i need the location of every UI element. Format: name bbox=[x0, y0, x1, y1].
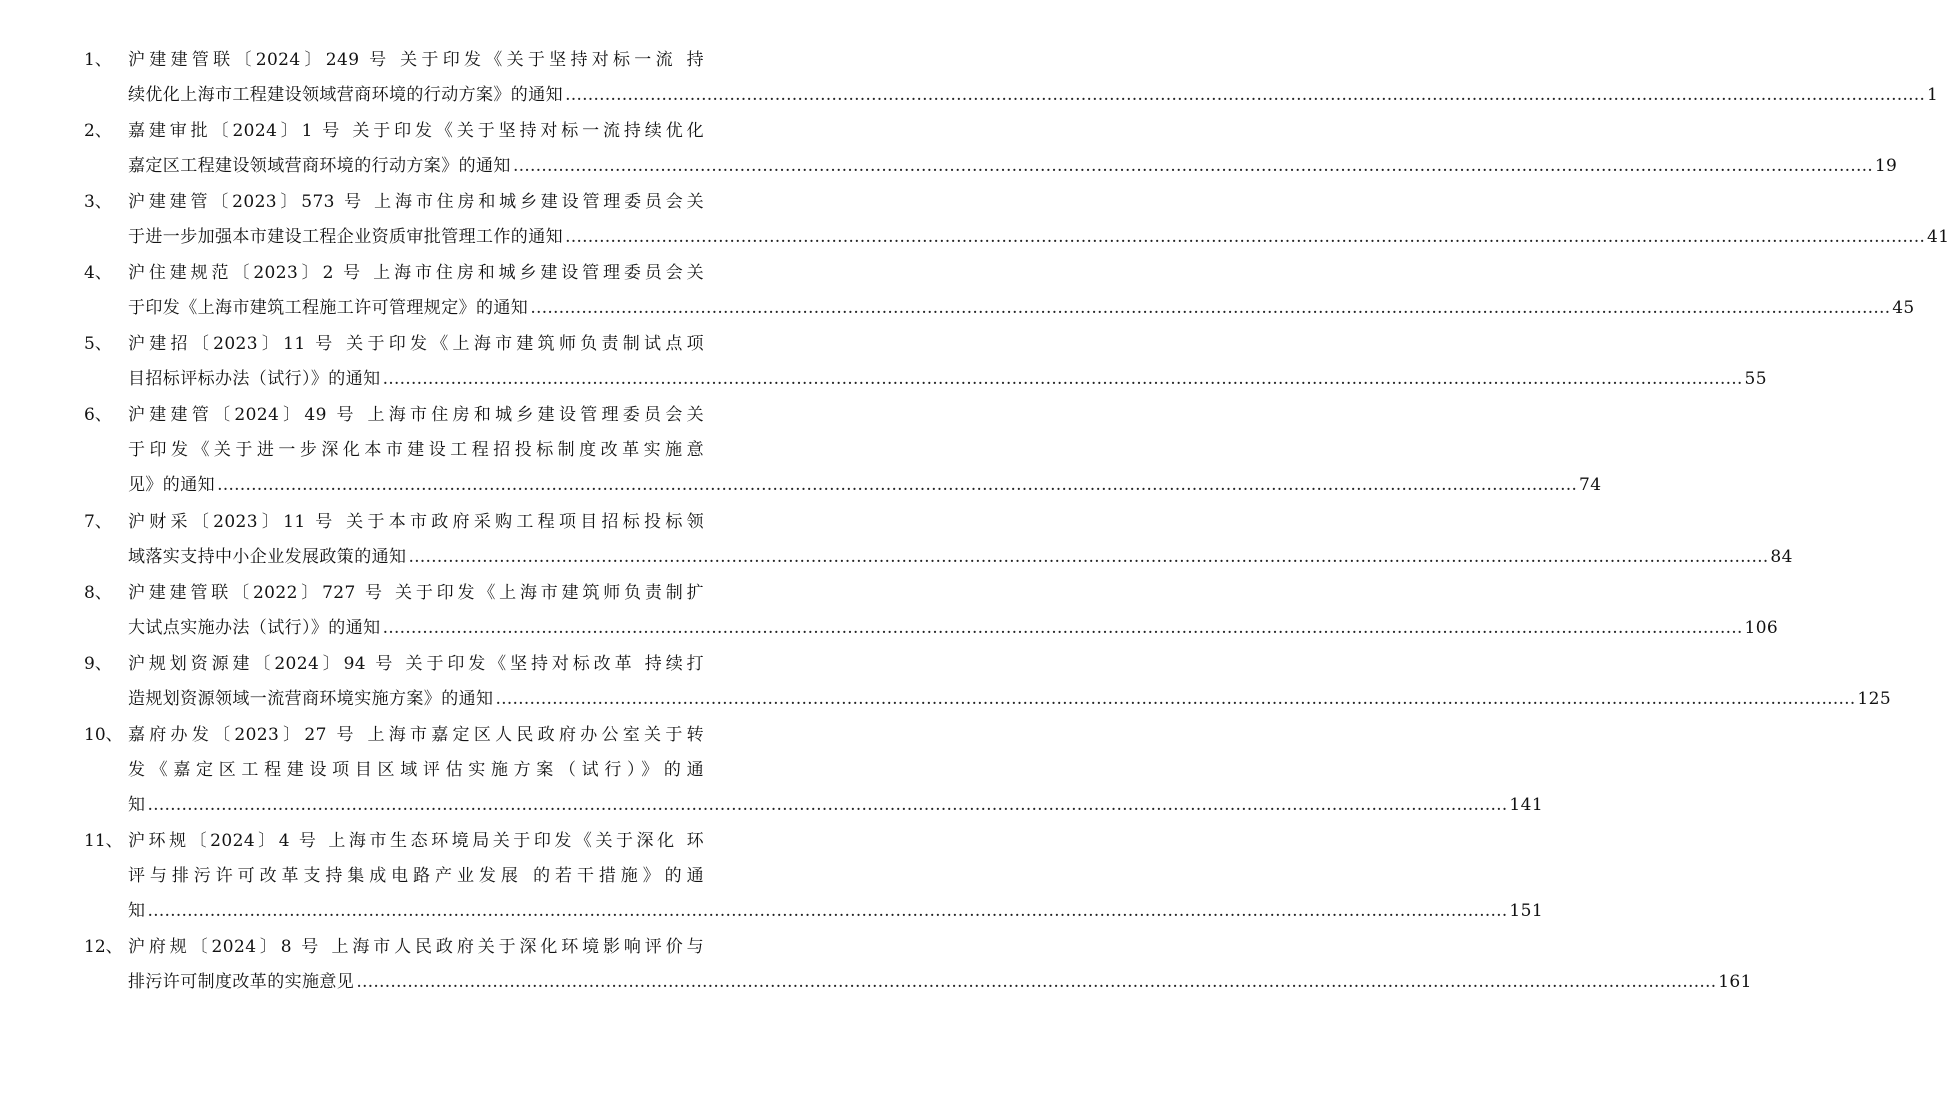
page-number: 141 bbox=[1509, 795, 1544, 815]
leader-dots: …………………………………………………………………………………………………………………………………………………………………………………………………………………… bbox=[217, 475, 1577, 495]
page-number: 125 bbox=[1857, 689, 1892, 709]
entry-leader-line bbox=[128, 965, 1752, 999]
entry-number: 1、 bbox=[84, 50, 112, 70]
entry-title-line: 目招标评标办法（试行）》的通知 bbox=[128, 369, 381, 389]
entry-leader-line bbox=[128, 78, 1939, 112]
entry-leader-line bbox=[128, 220, 1949, 254]
page-number: 41 bbox=[1927, 227, 1949, 247]
entry-number: 9、 bbox=[84, 654, 112, 674]
entry-title-line: 沪规划资源建〔2024〕94 号 关于印发《坚持对标改革 持续打 bbox=[128, 654, 704, 674]
entry-number: 10、 bbox=[84, 725, 123, 745]
entry-leader-line bbox=[128, 362, 1767, 396]
entry-title-line: 于进一步加强本市建设工程企业资质审批管理工作的通知 bbox=[128, 227, 563, 247]
entry-title-line: 沪建建管联〔2024〕249 号 关于印发《关于坚持对标一流 持 bbox=[128, 50, 704, 70]
entry-leader-line bbox=[128, 611, 1779, 645]
leader-dots: …………………………………………………………………………………………………………………………………………………………………………………………………………………… bbox=[408, 547, 1769, 567]
entry-title-line: 造规划资源领域一流营商环境实施方案》的通知 bbox=[128, 689, 494, 709]
page-number: 19 bbox=[1874, 156, 1898, 176]
entry-title-line: 沪财采〔2023〕11 号 关于本市政府采购工程项目招标投标领 bbox=[128, 512, 704, 532]
entry-number: 3、 bbox=[84, 192, 112, 212]
page-number: 45 bbox=[1892, 298, 1915, 318]
entry-leader-line bbox=[128, 540, 1793, 574]
entry-title-line: 沪府规〔2024〕8 号 上海市人民政府关于深化环境影响评价与 bbox=[128, 937, 704, 957]
entry-title-line: 续优化上海市工程建设领域营商环境的行动方案》的通知 bbox=[128, 85, 563, 105]
leader-dots: …………………………………………………………………………………………………………………………………………………………………………………………………………………… bbox=[147, 795, 1508, 815]
entry-title-line: 沪建建管〔2024〕49 号 上海市住房和城乡建设管理委员会关 bbox=[128, 405, 704, 425]
leader-dots: …………………………………………………………………………………………………………………………………………………………………………………………………………………… bbox=[512, 156, 1873, 176]
entry-title-line: 大试点实施办法（试行）》的通知 bbox=[128, 618, 381, 638]
entry-title-line: 嘉建审批〔2024〕1 号 关于印发《关于坚持对标一流持续优化 bbox=[128, 121, 704, 141]
entry-title-line: 知 bbox=[128, 901, 146, 921]
page-number: 106 bbox=[1744, 618, 1779, 638]
entry-title-line: 发《嘉定区工程建设项目区域评估实施方案（试行）》的通 bbox=[128, 760, 704, 780]
entry-title-line: 沪住建规范〔2023〕2 号 上海市住房和城乡建设管理委员会关 bbox=[128, 263, 704, 283]
entry-number: 11、 bbox=[84, 831, 123, 851]
entry-leader-line bbox=[128, 149, 1898, 183]
leader-dots: …………………………………………………………………………………………………………………………………………………………………………………………………………………… bbox=[565, 85, 1925, 105]
entry-title-line: 域落实支持中小企业发展政策的通知 bbox=[128, 547, 407, 567]
entry-leader-line bbox=[128, 894, 1544, 928]
entry-title-line: 于印发《关于进一步深化本市建设工程招投标制度改革实施意 bbox=[128, 440, 704, 460]
entry-number: 6、 bbox=[84, 405, 112, 425]
page-number: 151 bbox=[1509, 901, 1544, 921]
leader-dots: …………………………………………………………………………………………………………………………………………………………………………………………………………………… bbox=[530, 298, 1891, 318]
entry-leader-line bbox=[128, 291, 1915, 325]
entry-leader-line bbox=[128, 682, 1892, 716]
page-number: 161 bbox=[1718, 972, 1752, 992]
leader-dots: …………………………………………………………………………………………………………………………………………………………………………………………………………………… bbox=[382, 369, 1743, 389]
leader-dots: …………………………………………………………………………………………………………………………………………………………………………………………………………………… bbox=[356, 972, 1717, 992]
entry-title-line: 嘉府办发〔2023〕27 号 上海市嘉定区人民政府办公室关于转 bbox=[128, 725, 704, 745]
page-number: 1 bbox=[1927, 85, 1939, 105]
entry-title-line: 排污许可制度改革的实施意见 bbox=[128, 972, 355, 992]
entry-number: 7、 bbox=[84, 512, 112, 532]
entry-title-line: 评与排污许可改革支持集成电路产业发展 的若干措施》的通 bbox=[128, 866, 704, 886]
entry-title-line: 沪建建管联〔2022〕727 号 关于印发《上海市建筑师负责制扩 bbox=[128, 583, 704, 603]
entry-number: 8、 bbox=[84, 583, 112, 603]
leader-dots: …………………………………………………………………………………………………………………………………………………………………………………………………………………… bbox=[565, 227, 1925, 247]
entry-leader-line bbox=[128, 788, 1544, 822]
entry-number: 2、 bbox=[84, 121, 112, 141]
page-number: 55 bbox=[1744, 369, 1767, 389]
entry-title-line: 沪建招〔2023〕11 号 关于印发《上海市建筑师负责制试点项 bbox=[128, 334, 704, 354]
entry-title-line: 于印发《上海市建筑工程施工许可管理规定》的通知 bbox=[128, 298, 529, 318]
entry-title-line: 沪建建管〔2023〕573 号 上海市住房和城乡建设管理委员会关 bbox=[128, 192, 704, 212]
page-number: 84 bbox=[1770, 547, 1793, 567]
leader-dots: …………………………………………………………………………………………………………………………………………………………………………………………………………………… bbox=[495, 689, 1856, 709]
entry-title-line: 嘉定区工程建设领域营商环境的行动方案》的通知 bbox=[128, 156, 511, 176]
entry-number: 4、 bbox=[84, 263, 112, 283]
leader-dots: …………………………………………………………………………………………………………………………………………………………………………………………………………………… bbox=[147, 901, 1508, 921]
entry-leader-line bbox=[128, 468, 1602, 502]
leader-dots: …………………………………………………………………………………………………………………………………………………………………………………………………………………… bbox=[382, 618, 1743, 638]
entry-title-line: 沪环规〔2024〕4 号 上海市生态环境局关于印发《关于深化 环 bbox=[128, 831, 704, 851]
entry-title-line: 知 bbox=[128, 795, 146, 815]
entry-number: 5、 bbox=[84, 334, 112, 354]
entry-title-line: 见》的通知 bbox=[128, 475, 215, 495]
page-number: 74 bbox=[1579, 475, 1602, 495]
entry-number: 12、 bbox=[84, 937, 123, 957]
